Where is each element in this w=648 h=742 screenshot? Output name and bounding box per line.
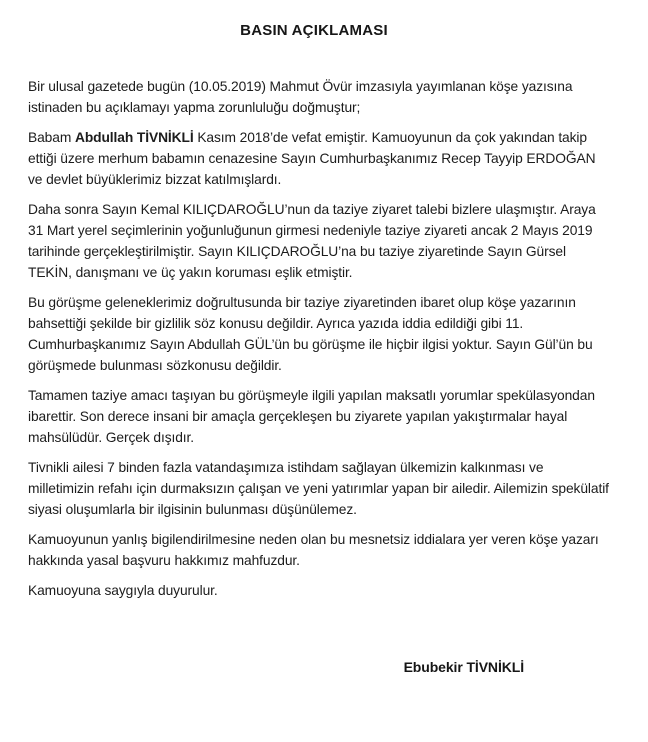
paragraph (28, 580, 610, 601)
paragraph (28, 457, 610, 520)
bold-text-segment: Abdullah TİVNİKLİ (74, 130, 194, 145)
document-body (28, 76, 610, 601)
text-segment: Kamuoyuna saygıyla duyurulur. (28, 583, 218, 598)
signature-name: Ebubekir TİVNİKLİ (403, 659, 524, 675)
paragraph (28, 127, 610, 190)
paragraphs (28, 76, 610, 601)
text-segment: Daha sonra Sayın Kemal KILIÇDAROĞLU’nun da taziye ziyaret talebi bizlere ulaşmıştır. Araya 31 Mart yerel seçimlerinin yoğunluğunun girmesi nedeniyle taziye ziyareti ancak 2 Mayıs 2019 tarihinde gerçekleştirilmiştir. Sayın KILIÇDAROĞLU’na bu taziye ziyaretinde Sayın Gürsel TEKİN, danışmanı ve üç yakın koruması eşlik etmiştir. (28, 202, 596, 280)
paragraph (28, 385, 610, 448)
text-segment: Babam (28, 130, 75, 145)
text-segment: Tivnikli ailesi 7 binden fazla vatandaşımıza istihdam sağlayan ülkemizin kalkınması ve milletimizin refahı için durmaksızın çalışan ve yeni yatırımlar yapan bir ailedir. Ailemizin spekülatif siyasi oluşumlarla bir ilgisinin bulunması düşünülemez. (28, 460, 609, 517)
paragraph (28, 76, 610, 118)
paragraph (28, 199, 610, 283)
text-segment: Tamamen taziye amacı taşıyan bu görüşmeyle ilgili yapılan maksatlı yorumlar spekülasyondan ibarettir. Son derece insani bir amaçla gerçekleşen bu ziyarete yapılan yakıştırmalar hayal mahsülüdür. Gerçek dışıdır. (28, 388, 595, 445)
text-segment: Kamuoyunun yanlış bigilendirilmesine neden olan bu mesnetsiz iddialara yer veren köşe yazarı hakkında yasal başvuru hakkımız mahfuzdur. (28, 532, 599, 568)
text-segment: Bu görüşme geleneklerimiz doğrultusunda bir taziye ziyaretinden ibaret olup köşe yazarının bahsettiği şekilde bir gizlilik söz konusu değildir. Ayrıca yazıda iddia edildiği gibi 11. Cumhurbaşkanımız Sayın Abdullah GÜL’ün bu görüşme ile hiçbir ilgisi yoktur. Sayın Gül’ün bu görüşmede bulunması sözkonusu değildir. (28, 295, 593, 373)
paragraph (28, 529, 610, 571)
text-segment: Kasım 2018’de vefat emiştir. Kamuoyunun da çok yakından takip ettiği üzere merhum babamın cenazesine Sayın Cumhurbaşkanımız Recep Tayyip ERDOĞAN ve devlet büyüklerimiz bizzat katılmışlardı. (28, 130, 596, 187)
text-segment: Bir ulusal gazetede bugün (10.05.2019) Mahmut Övür imzasıyla yayımlanan köşe yazısına istinaden bu açıklamayı yapma zorunluluğu doğmuştur; (28, 79, 573, 115)
signature-row (28, 659, 610, 677)
document-title: BASIN AÇIKLAMASI (240, 22, 388, 39)
paragraph (28, 292, 610, 376)
